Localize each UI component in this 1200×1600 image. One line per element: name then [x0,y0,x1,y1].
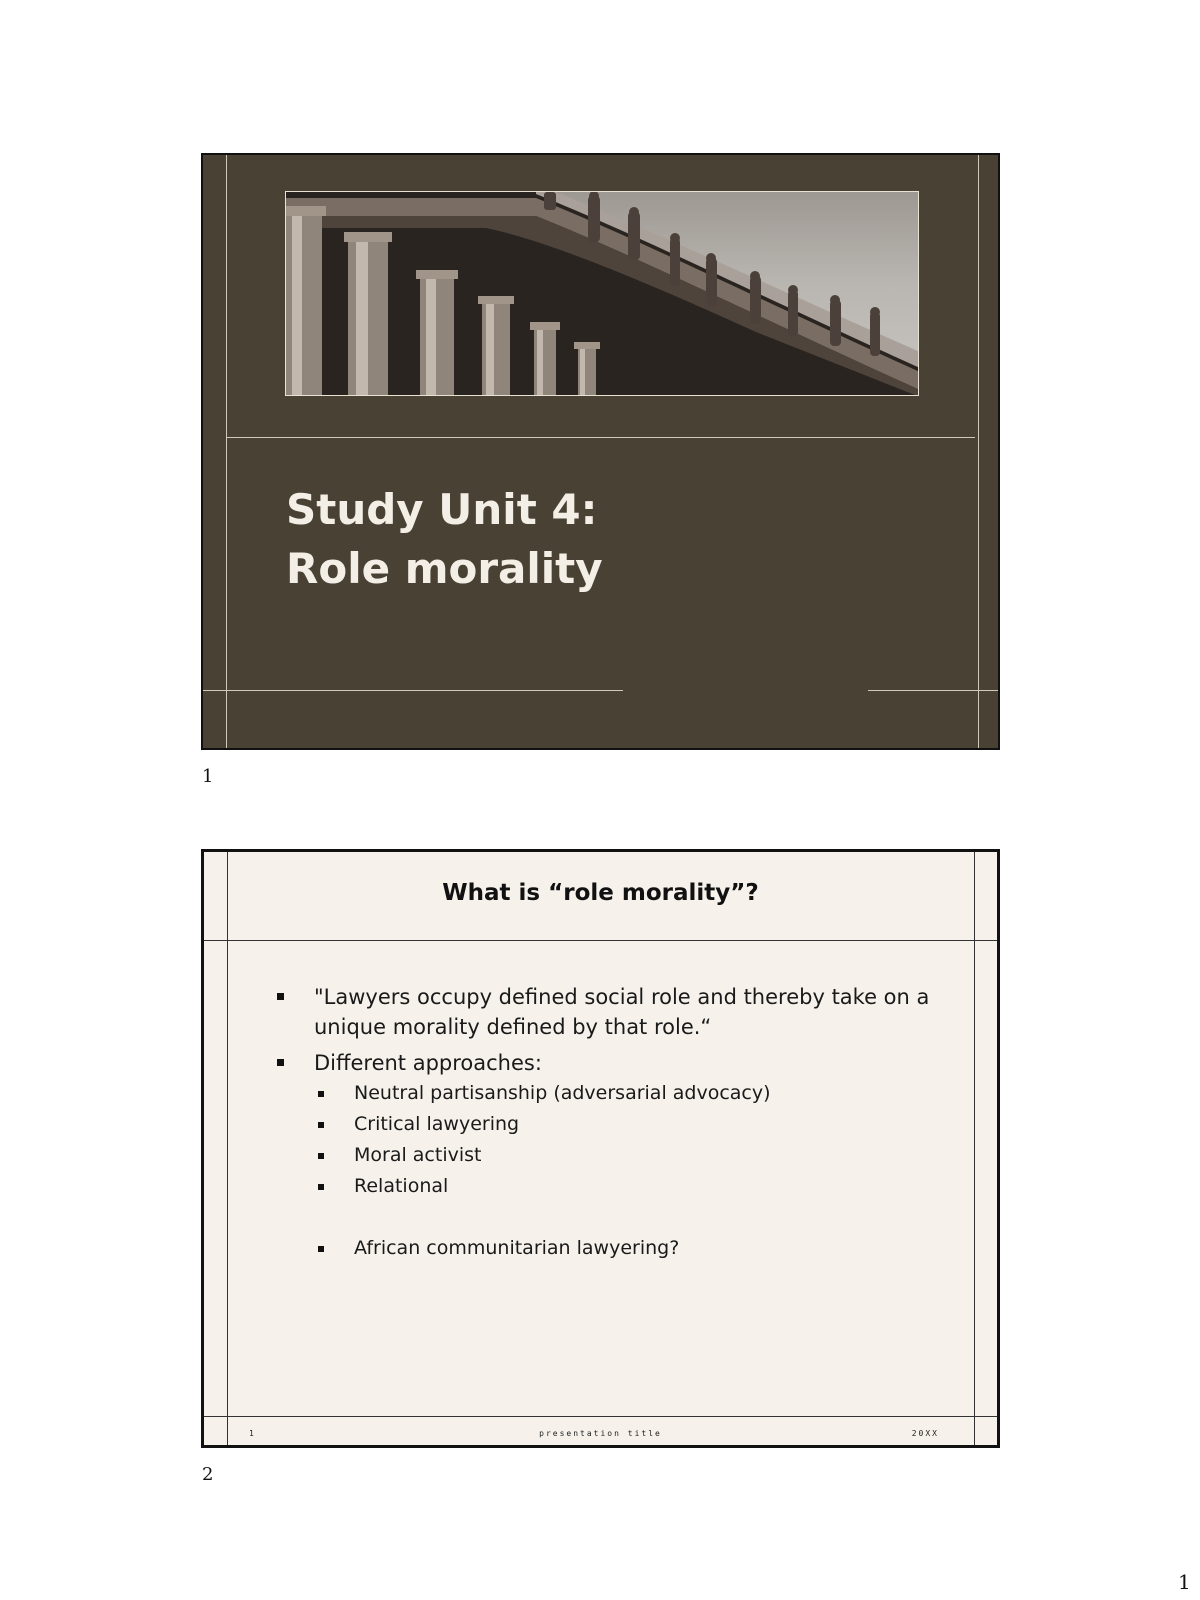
slide-frame-line [978,155,979,748]
sub-bullet-item: Moral activist [274,1140,954,1171]
slide-footer-title: presentation title [539,1429,662,1438]
colonnade-illustration [286,192,919,396]
sub-bullet-item: African communitarian lawyering? [274,1233,954,1264]
slide-header-divider [204,940,997,941]
slide-1-title-line-1: Study Unit 4: [286,485,598,534]
slide-2-number: 2 [202,1464,214,1485]
slide-footer-number: 1 [249,1429,256,1438]
bullet-item: "Lawyers occupy defined social role and thereby take on a unique morality defined by that role.“ [274,982,954,1042]
page-number: 1 [1178,1570,1191,1594]
slide-divider-line [203,690,623,691]
slide-divider-line [868,690,998,691]
slide-1-number: 1 [202,766,214,787]
slide-1-title [286,480,603,598]
colonnade-statues-photo [285,191,919,396]
slide-divider-line [226,437,975,438]
slide-1-title-line-2: Role morality [286,544,603,593]
slide-footer-divider [204,1416,997,1417]
sub-bullet-item: Relational [274,1171,954,1202]
slide-2 [201,849,1000,1448]
slide-frame-line [226,155,227,748]
sub-bullet-item: Critical lawyering [274,1109,954,1140]
bullet-item: Different approaches: [274,1048,954,1078]
slide-2-title: What is “role morality”? [442,880,759,906]
bullet-list [274,982,954,1264]
slide-footer-date: 20XX [911,1429,939,1438]
slide-1 [201,153,1000,750]
sub-bullet-item: Neutral partisanship (adversarial advocacy) [274,1078,954,1109]
